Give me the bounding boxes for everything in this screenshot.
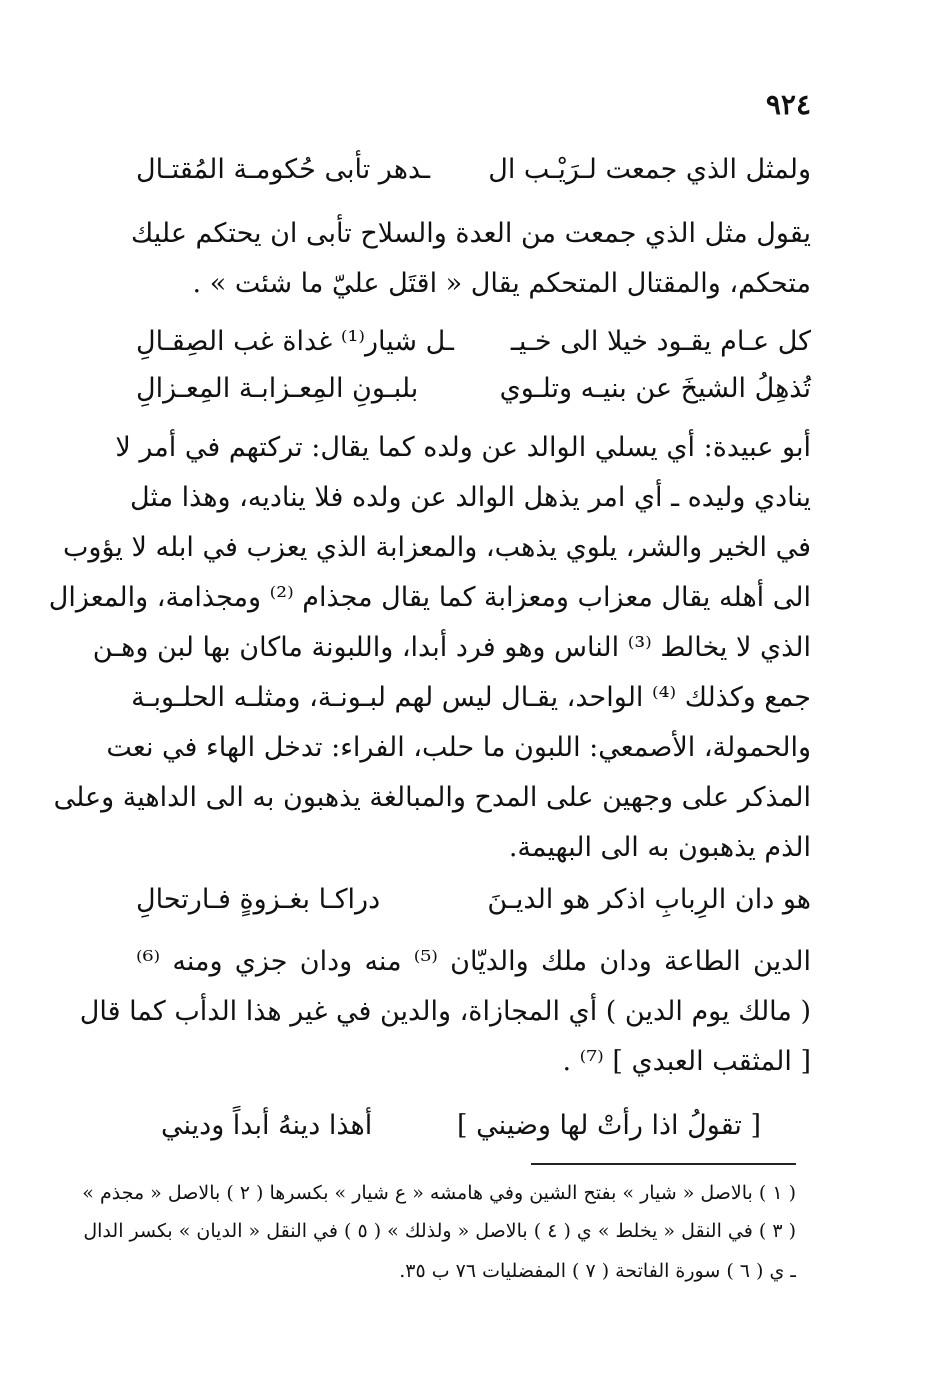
verse-hemistich-first: كل عـام يقـود خيلا الى خـيـ <box>510 326 811 357</box>
page-number: ٩٢٤ <box>765 88 811 121</box>
footnote-divider <box>531 1163 796 1165</box>
verse-line-5 <box>161 1106 761 1146</box>
footnote-line: ( ١ ) بالاصل « شيار » بفتح الشين وفي هامشه « ع شيار » بكسرها ( ٢ ) بالاصل « مجذم » <box>82 1182 796 1204</box>
paragraph-line: والحمولة، الأصمعي: اللبون ما حلب، الفراء: تدخل الهاء في نعت <box>106 732 811 763</box>
paragraph-line: في الخير والشر، يلوي يذهب، والمعزابة الذي يعزب في ابله لا يؤوب <box>62 532 811 563</box>
paragraph-line: الى أهله يقال معزاب ومعزابة كما يقال مجذام ⁽²⁾ ومجذامة، والمعزال <box>48 582 811 613</box>
paragraph-line: الدين الطاعة ودان ملك والديّان ⁽⁵⁾ منه ودان جزي ومنه ⁽⁶⁾ <box>136 946 811 977</box>
verse-hemistich-second: بلبـونِ المِعـزابـة المِعـزالِ <box>136 373 419 404</box>
verse-line-2 <box>136 322 811 362</box>
verse-hemistich-first: ولمثل الذي جمعت لـرَيْـب ال <box>488 154 811 185</box>
verse-hemistich-first: [ تقولُ اذا رأتْ لها وضيني ] <box>457 1110 761 1141</box>
paragraph-line: جمع وكذلك ⁽⁴⁾ الواحد، يقـال ليس لهم لبـونـة، ومثلـه الحلـوبـة <box>131 682 811 713</box>
verse-line-1 <box>136 150 811 190</box>
paragraph-line: متحكم، والمقتال المتحكم يقال « اقتَل عليّ ما شئت » . <box>192 268 811 299</box>
verse-line-3 <box>136 369 811 409</box>
verse-hemistich-second: ـدهر تأبى حُكومـة المُقتـال <box>136 154 431 185</box>
paragraph-line: المذكر على وجهين على المدح والمبالغة يذهبون به الى الداهية وعلى <box>53 782 811 813</box>
verse-hemistich-first: هو دان الرِبابِ اذكر هو الديـنَ <box>487 884 811 915</box>
paragraph-line: أبو عبيدة: أي يسلي الوالد عن ولده كما يقال: تركتهم في أمر لا <box>115 432 811 463</box>
verse-line-4 <box>136 880 811 920</box>
paragraph-line: ينادي وليده ـ أي امر يذهل الوالد عن ولده فلا يناديه، وهذا مثل <box>129 482 811 513</box>
paragraph-line: [ المثقب العبدي ] ⁽⁷⁾ . <box>562 1046 811 1077</box>
paragraph-line: ( مالك يوم الدين ) أي المجازاة، والدين في غير هذا الدأب كما قال <box>79 996 811 1027</box>
footnote-line: ( ٣ ) في النقل « يخلط » ي ( ٤ ) بالاصل « ولذلك » ( ٥ ) في النقل « الديان » بكسر الدال <box>83 1220 796 1242</box>
footnote-line: ـ ي ( ٦ ) سورة الفاتحة ( ٧ ) المفضليات ٧٦ ب ٣٥. <box>399 1260 796 1282</box>
verse-hemistich-second: أهذا دينهُ أبداً وديني <box>161 1110 373 1141</box>
verse-hemistich-second: ـل شيار⁽¹⁾ غداة غب الصِقـالِ <box>136 326 454 357</box>
paragraph-line: يقول مثل الذي جمعت من العدة والسلاح تأبى ان يحتكم عليك <box>131 218 811 249</box>
paragraph-line: الذي لا يخالط ⁽³⁾ الناس وهو فرد أبدا، واللبونة ماكان بها لبن وهـن <box>92 632 811 663</box>
verse-hemistich-first: تُذهِلُ الشيخَ عن بنيـه وتلـوي <box>499 373 811 404</box>
paragraph-line: الذم يذهبون به الى البهيمة. <box>508 832 811 863</box>
verse-hemistich-second: دراكـا بغـزوةٍ فـارتحالِ <box>136 884 381 915</box>
